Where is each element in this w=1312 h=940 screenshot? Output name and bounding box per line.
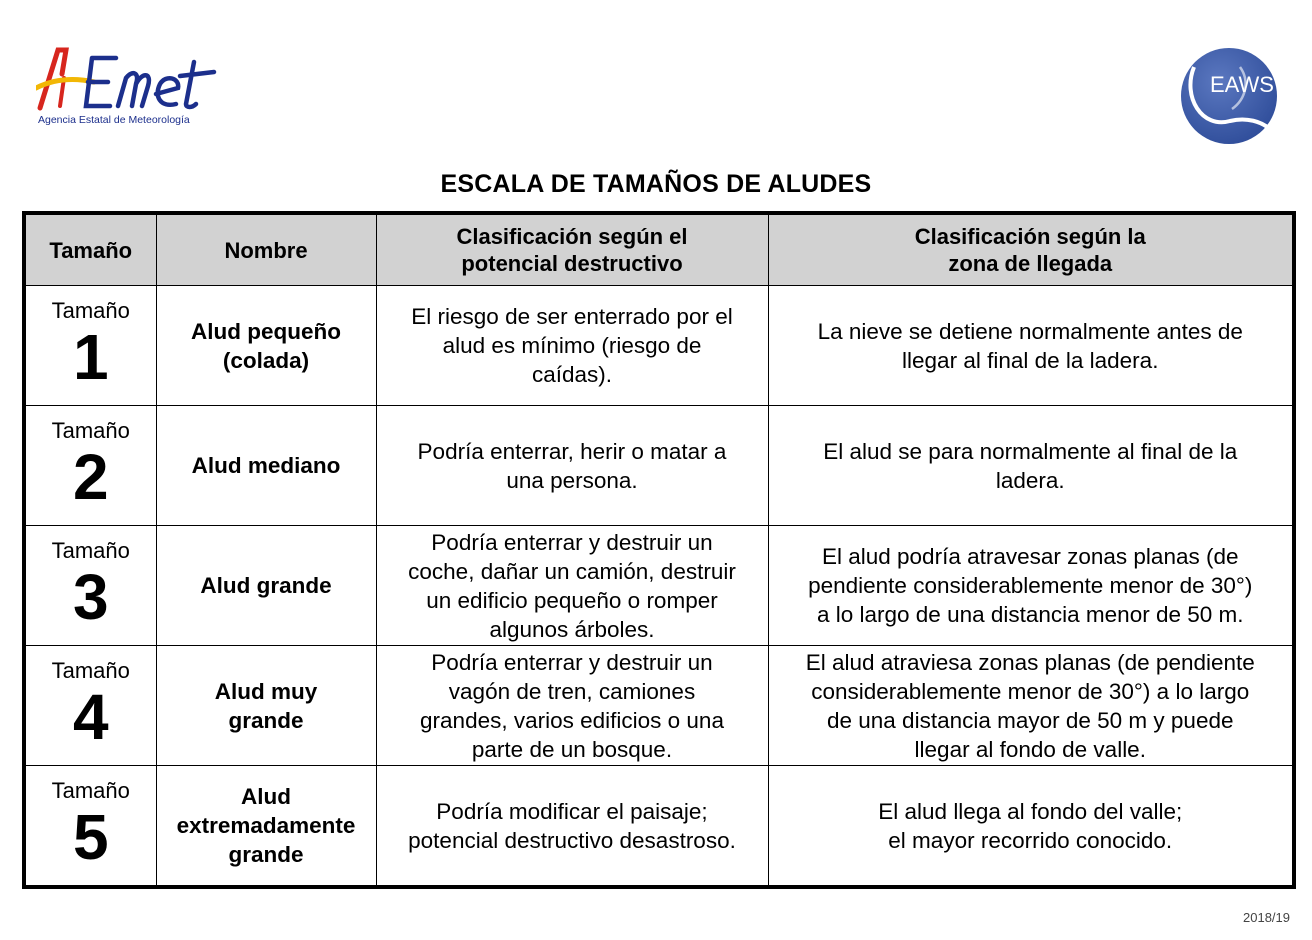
header-destructive: Clasificación según el potencial destructivo	[376, 213, 768, 286]
size-label: Tamaño	[51, 418, 130, 443]
runout-cell: El alud podría atravesar zonas planas (de pendiente considerablemente menor de 30°) a lo largo de una distancia menor de 50 m.	[768, 526, 1294, 646]
name-cell: Alud mediano	[156, 406, 376, 526]
size-label: Tamaño	[51, 658, 130, 683]
runout-cell: El alud atraviesa zonas planas (de pendiente considerablemente menor de 30°) a lo largo de una distancia mayor de 50 m y puede llegar al fondo de valle.	[768, 646, 1294, 766]
eaws-logo	[1180, 47, 1278, 145]
name-cell: Alud grande	[156, 526, 376, 646]
runout-cell: El alud llega al fondo del valle; el mayor recorrido conocido.	[768, 766, 1294, 888]
size-cell	[24, 766, 156, 888]
name-cell: Alud pequeño (colada)	[156, 286, 376, 406]
table-row	[24, 646, 1294, 766]
aemet-wordmark-graphic	[36, 44, 228, 114]
page-title: ESCALA DE TAMAÑOS DE ALUDES	[440, 170, 872, 198]
destructive-cell: El riesgo de ser enterrado por el alud es mínimo (riesgo de caídas).	[376, 286, 768, 406]
size-number: 1	[72, 321, 109, 393]
eaws-emblem	[1180, 47, 1278, 145]
size-number: 2	[72, 441, 109, 513]
header-name: Nombre	[156, 213, 376, 286]
table-row	[24, 526, 1294, 646]
size-cell	[24, 646, 156, 766]
aemet-subtitle: Agencia Estatal de Meteorología	[38, 114, 190, 126]
size-number: 3	[72, 561, 109, 633]
eaws-label: EAWS	[1210, 72, 1274, 97]
edition-year: 2018/19	[1243, 910, 1290, 925]
header-size: Tamaño	[24, 213, 156, 286]
table-row	[24, 406, 1294, 526]
name-cell: Alud muy grande	[156, 646, 376, 766]
header-runout: Clasificación según la zona de llegada	[768, 213, 1294, 286]
size-cell	[24, 526, 156, 646]
size-number: 5	[72, 801, 109, 873]
destructive-cell: Podría enterrar y destruir un coche, dañar un camión, destruir un edificio pequeño o romper algunos árboles.	[376, 526, 768, 646]
destructive-cell: Podría enterrar y destruir un vagón de tren, camiones grandes, varios edificios o una parte de un bosque.	[376, 646, 768, 766]
size-cell	[24, 286, 156, 406]
destructive-cell: Podría enterrar, herir o matar a una persona.	[376, 406, 768, 526]
table-row	[24, 766, 1294, 888]
name-cell: Alud extremadamente grande	[156, 766, 376, 888]
size-cell	[24, 406, 156, 526]
runout-cell: El alud se para normalmente al final de la ladera.	[768, 406, 1294, 526]
avalanche-size-table	[22, 211, 1296, 889]
table-row	[24, 286, 1294, 406]
runout-cell: La nieve se detiene normalmente antes de llegar al final de la ladera.	[768, 286, 1294, 406]
size-label: Tamaño	[51, 778, 130, 803]
aemet-logo	[36, 44, 228, 134]
size-label: Tamaño	[51, 298, 130, 323]
table-header-row	[24, 213, 1294, 286]
size-number: 4	[72, 681, 109, 753]
destructive-cell: Podría modificar el paisaje; potencial destructivo desastroso.	[376, 766, 768, 888]
size-label: Tamaño	[51, 538, 130, 563]
